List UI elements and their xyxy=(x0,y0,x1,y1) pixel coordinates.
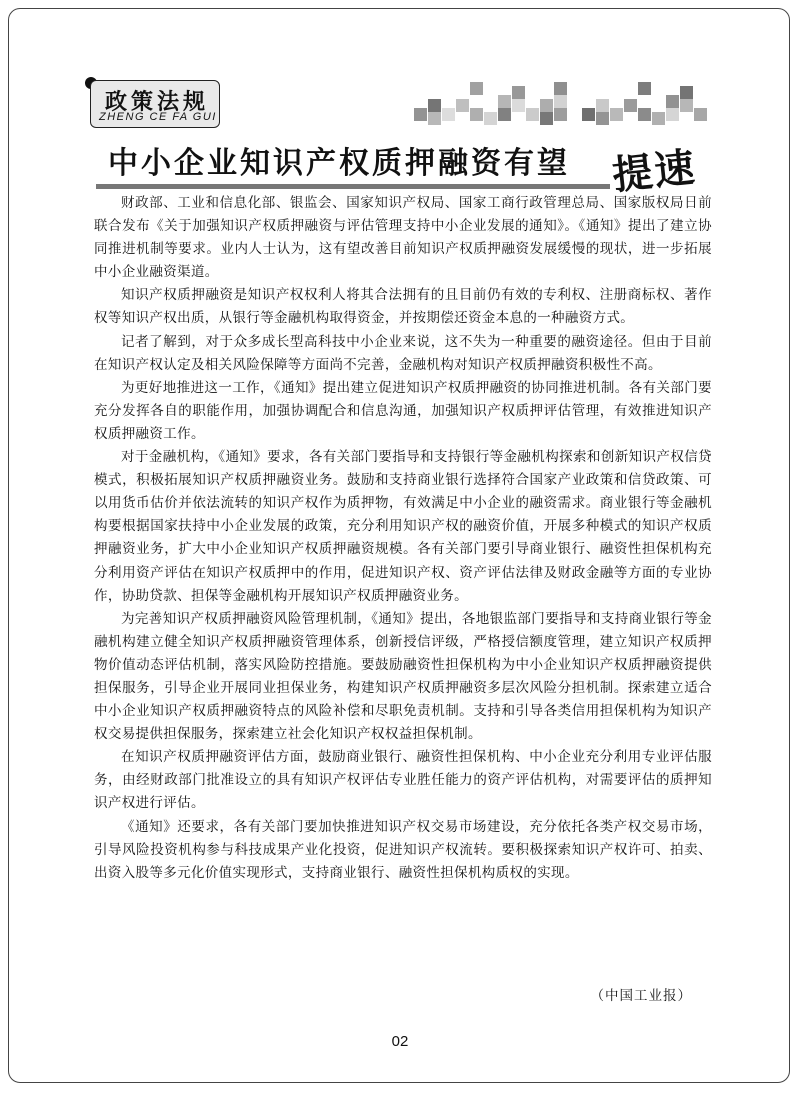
mosaic-tile xyxy=(624,99,637,112)
mosaic-tile xyxy=(526,108,539,121)
article-source: （中国工业报） xyxy=(590,988,692,1004)
section-pinyin: ZHENG CE FA GUI xyxy=(99,111,217,123)
decorative-mosaic-pattern xyxy=(400,86,720,126)
mosaic-tile xyxy=(512,86,525,99)
mosaic-tile xyxy=(442,108,455,121)
paragraph: 为更好地推进这一工作，《通知》提出建立促进知识产权质押融资的协同推进机制。各有关部门要充分发挥各自的职能作用，加强协调配合和信息沟通，加强知识产权质押评估管理，有效推进知识产权质押融资工作。 xyxy=(94,379,712,442)
mosaic-tile xyxy=(498,95,511,108)
mosaic-tile xyxy=(554,95,567,108)
mosaic-tile xyxy=(666,108,679,121)
mosaic-tile xyxy=(554,82,567,95)
paragraph: 在知识产权质押融资评估方面，鼓励商业银行、融资性担保机构、中小企业充分利用专业评估服务，由经财政部门批准设立的具有知识产权评估专业胜任能力的资产评估机构，对需要评估的质押知识产权进行评估。 xyxy=(94,749,712,812)
mosaic-tile xyxy=(582,108,595,121)
article-headline: 中小企业知识产权质押融资有望 xyxy=(108,146,570,181)
section-title: 政策法规 xyxy=(105,90,210,115)
mosaic-tile xyxy=(484,112,497,125)
mosaic-tile xyxy=(652,112,665,125)
mosaic-tile xyxy=(596,99,609,112)
mosaic-tile xyxy=(680,99,693,112)
mosaic-tile xyxy=(414,108,427,121)
mosaic-tile xyxy=(680,86,693,99)
paragraph: 对于金融机构，《通知》要求，各有关部门要指导和支持银行等金融机构探索和创新知识产权信贷模式，积极拓展知识产权质押融资业务。鼓励和支持商业银行选择符合国家产业政策和信贷政策、可以用货币估价并依法流转的知识产权作为质押物，有效满足中小企业的融资需求。商业银行等金融机构要根据国家扶持中小企业发展的政策，充分利用知识产权的融资价值，开展多种模式的知识产权质押融资业务，扩大中小企业知识产权质押融资规模。各有关部门要引导商业银行、融资性担保机构充分利用资产评估在知识产权质押中的作用，促进知识产权、资产评估法律及财政金融等方面的专业协作，协助贷款、担保等金融机构开展知识产权质押融资业务。 xyxy=(94,449,712,604)
mosaic-tile xyxy=(470,108,483,121)
mosaic-tile xyxy=(470,82,483,95)
paragraph: 《通知》还要求，各有关部门要加快推进知识产权交易市场建设，充分依托各类产权交易市场，引导风险投资机构参与科技成果产业化投资，促进知识产权流转。要积极探索知识产权许可、拍卖、出资入股等多元化价值实现形式，支持商业银行、融资性担保机构质权的实现。 xyxy=(94,818,712,881)
mosaic-tile xyxy=(694,108,707,121)
article-headline-accent: 提速 xyxy=(610,143,699,200)
page-number: 02 xyxy=(391,1033,409,1050)
headline-underline xyxy=(96,184,610,189)
mosaic-tile xyxy=(610,108,623,121)
paragraph: 为完善知识产权质押融资风险管理机制，《通知》提出，各地银监部门要指导和支持商业银行等金融机构建立健全知识产权质押融资管理体系，创新授信评级，严格授信额度管理，建立知识产权质押物价值动态评估机制，落实风险防控措施。要鼓励融资性担保机构为中小企业知识产权质押融资提供担保服务，引导企业开展同业担保业务，构建知识产权质押融资多层次风险分担机制。探索建立适合中小企业知识产权质押融资特点的风险补偿和尽职免责机制。支持和引导各类信用担保机构为知识产权交易提供担保服务，探索建立社会化知识产权权益担保机制。 xyxy=(94,610,712,743)
paragraph: 记者了解到，对于众多成长型高科技中小企业来说，这不失为一种重要的融资途径。但由于目前在知识产权认定及相关风险保障等方面尚不完善，金融机构对知识产权质押融资积极性不高。 xyxy=(94,333,712,373)
mosaic-tile xyxy=(512,99,525,112)
mosaic-tile xyxy=(638,108,651,121)
mosaic-tile xyxy=(540,99,553,112)
mosaic-tile xyxy=(540,112,553,125)
mosaic-tile xyxy=(596,112,609,125)
mosaic-tile xyxy=(428,99,441,112)
section-badge xyxy=(90,80,220,128)
mosaic-tile xyxy=(554,108,567,121)
mosaic-tile xyxy=(498,108,511,121)
paragraph: 财政部、工业和信息化部、银监会、国家知识产权局、国家工商行政管理总局、国家版权局日前联合发布《关于加强知识产权质押融资与评估管理支持中小企业发展的通知》。《通知》提出了建立协同推进机制等要求。业内人士认为，这有望改善目前知识产权质押融资发展缓慢的现状，进一步拓展中小企业融资渠道。 xyxy=(94,195,712,281)
mosaic-tile xyxy=(456,99,469,112)
paragraph: 知识产权质押融资是知识产权权利人将其合法拥有的且目前仍有效的专利权、注册商标权、著作权等知识产权出质，从银行等金融机构取得资金，并按期偿还资金本息的一种融资方式。 xyxy=(94,287,712,327)
article-body xyxy=(94,192,712,885)
mosaic-tile xyxy=(638,82,651,95)
mosaic-tile xyxy=(428,112,441,125)
mosaic-tile xyxy=(666,95,679,108)
